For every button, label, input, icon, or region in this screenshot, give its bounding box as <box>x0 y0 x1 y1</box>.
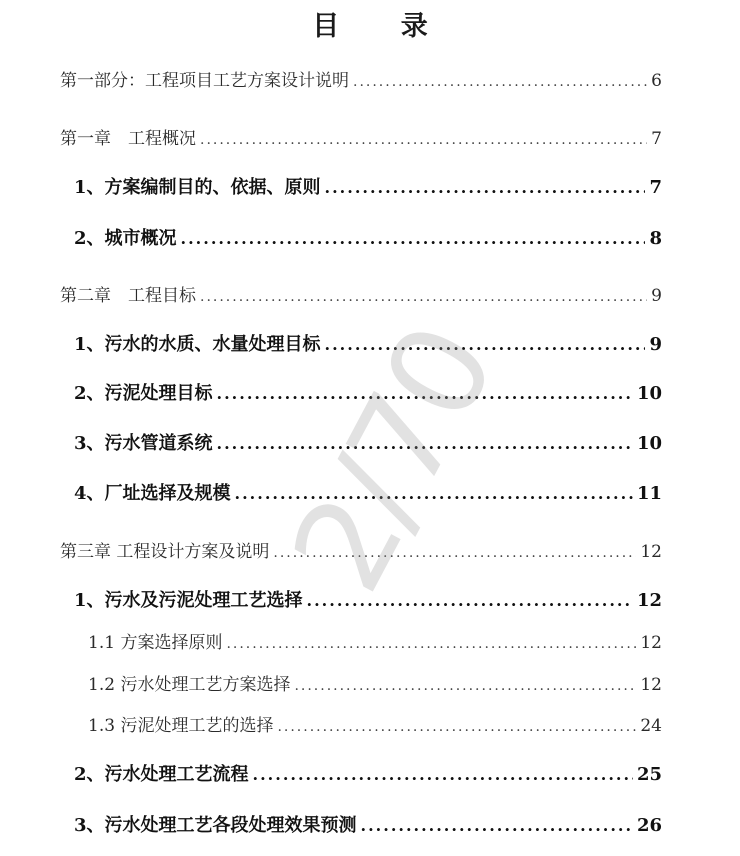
toc-entry-section[interactable] <box>74 429 662 455</box>
toc-entry-chapter-3[interactable] <box>60 537 662 562</box>
dot-leader <box>226 636 636 652</box>
toc-entry-label: 1、污水的水质、水量处理目标 <box>74 334 321 355</box>
toc-title: 目 录 <box>312 11 454 42</box>
dot-leader <box>235 484 633 503</box>
toc-entry-page: 12 <box>640 633 662 653</box>
dot-leader <box>200 289 647 305</box>
toc-entry-section[interactable] <box>74 379 662 405</box>
toc-entry-page: 7 <box>651 129 662 149</box>
toc-entry-label: 2、污泥处理目标 <box>74 383 213 404</box>
toc-entry-label: 第二章 工程目标 <box>60 286 196 306</box>
toc-entry-label: 1、方案编制目的、依据、原则 <box>74 177 321 198</box>
toc-entry-page: 11 <box>636 483 662 504</box>
toc-entry-page: 9 <box>649 334 662 355</box>
toc-entry-chapter-2[interactable] <box>60 281 662 306</box>
toc-entry-chapter-1[interactable] <box>60 124 662 149</box>
dot-leader <box>277 719 636 735</box>
dot-leader <box>325 335 646 354</box>
dot-leader <box>361 816 633 835</box>
toc-entry-label: 3、污水管道系统 <box>74 433 213 454</box>
toc-entry-label: 第三章 工程设计方案及说明 <box>60 542 270 562</box>
dot-leader <box>325 178 646 197</box>
toc-entry-section[interactable] <box>74 224 662 250</box>
dot-leader <box>307 591 633 610</box>
toc-entry-page: 26 <box>636 815 662 836</box>
toc-entry-label: 1.2 污水处理工艺方案选择 <box>88 675 291 695</box>
toc-entry-subsection[interactable] <box>88 711 662 736</box>
dot-leader <box>253 765 633 784</box>
toc-entry-label: 第一部分：工程项目工艺方案设计说明 <box>60 71 349 91</box>
toc-entry-section[interactable] <box>74 760 662 786</box>
toc-entry-page: 7 <box>649 177 662 198</box>
toc-entry-label: 第一章 工程概况 <box>60 129 196 149</box>
toc-entry-page: 10 <box>636 433 662 454</box>
toc-entry-page: 12 <box>636 590 662 611</box>
toc-entry-section[interactable] <box>74 586 662 612</box>
toc-entry-label: 1.1 方案选择原则 <box>88 633 223 653</box>
toc-entry-section[interactable] <box>74 479 662 505</box>
toc-entry-label: 4、厂址选择及规模 <box>74 483 231 504</box>
dot-leader <box>294 678 636 694</box>
toc-entry-page: 24 <box>640 716 662 736</box>
dot-leader <box>217 384 633 403</box>
dot-leader <box>181 229 646 248</box>
page-watermark: 2/70 <box>264 304 524 615</box>
dot-leader <box>353 74 647 90</box>
dot-leader <box>273 545 636 561</box>
toc-entry-page: 25 <box>636 764 662 785</box>
toc-entry-page: 10 <box>636 383 662 404</box>
toc-entry-page: 6 <box>651 71 662 91</box>
toc-entry-section[interactable] <box>74 330 662 356</box>
toc-entry-section[interactable] <box>74 811 662 837</box>
toc-entry-page: 8 <box>649 228 662 249</box>
toc-entry-page: 9 <box>651 286 662 306</box>
toc-entry-page: 12 <box>640 542 662 562</box>
toc-entry-label: 1、污水及污泥处理工艺选择 <box>74 590 303 611</box>
toc-entry-label: 2、污水处理工艺流程 <box>74 764 249 785</box>
toc-entry-label: 2、城市概况 <box>74 228 177 249</box>
toc-entry-page: 12 <box>640 675 662 695</box>
toc-entry-subsection[interactable] <box>88 670 662 695</box>
toc-entry-label: 1.3 污泥处理工艺的选择 <box>88 716 274 736</box>
dot-leader <box>200 132 647 148</box>
toc-entry-label: 3、污水处理工艺各段处理效果预测 <box>74 815 357 836</box>
toc-entry-subsection[interactable] <box>88 628 662 653</box>
dot-leader <box>217 434 633 453</box>
toc-entry-section[interactable] <box>74 173 662 199</box>
toc-entry-part-1[interactable] <box>60 66 662 91</box>
